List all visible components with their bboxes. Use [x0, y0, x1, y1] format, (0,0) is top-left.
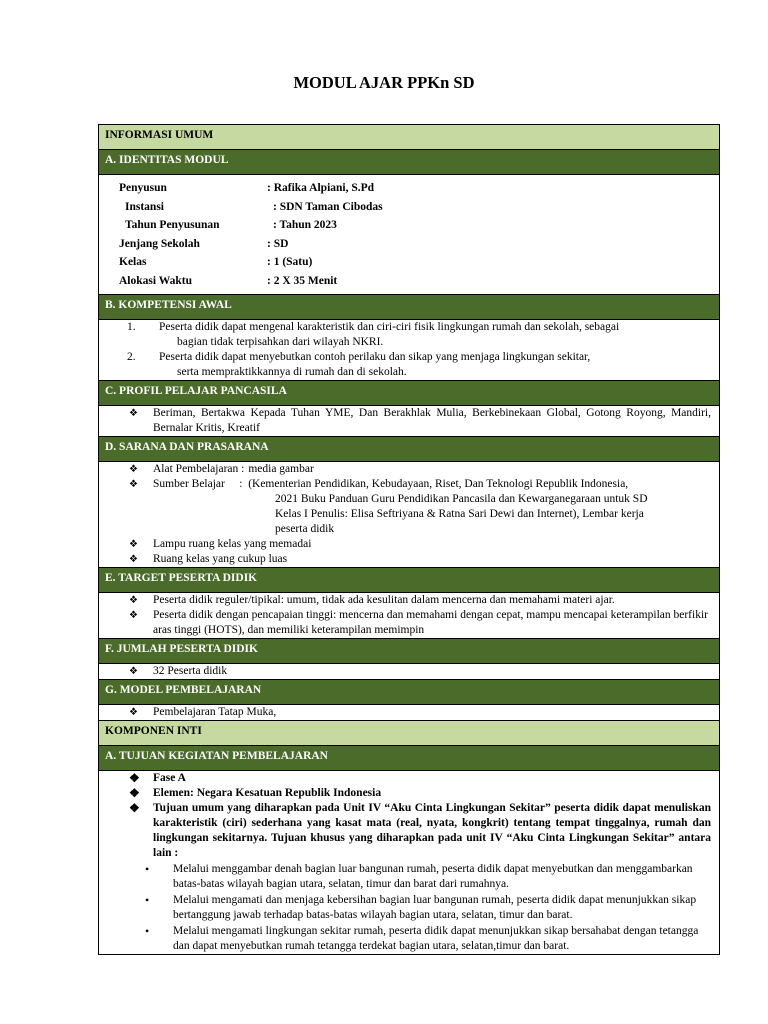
item-text: Peserta didik dengan pencapaian tinggi: mencerna dan memahami dengan cepat, mampu mencapai keterampilan berfikir aras tinggi (HOTS), dan memiliki keterampilan memimpin: [153, 609, 708, 636]
kompetensi-block: [99, 320, 720, 381]
identitas-row: [119, 272, 711, 291]
item-text: Ruang kelas yang cukup luas: [153, 553, 288, 565]
identitas-value: : Rafika Alpiani, S.Pd: [267, 182, 375, 194]
alat-value: media gambar: [248, 463, 314, 475]
section-kompetensi-heading: B. KOMPETENSI AWAL: [99, 295, 720, 320]
item-number: 1.: [127, 321, 136, 333]
identitas-value: : SDN Taman Cibodas: [273, 200, 383, 213]
list-item: [117, 462, 711, 477]
diamond-bullet-icon: ❖: [129, 610, 138, 621]
list-item: [117, 593, 711, 608]
diamond-bullet-icon: ❖: [129, 771, 140, 785]
diamond-bullet-icon: ❖: [129, 786, 140, 800]
identitas-key: Penyusun: [119, 182, 167, 194]
identitas-key: Instansi: [125, 200, 164, 213]
fase-text: Fase A: [153, 772, 186, 784]
list-item: [117, 786, 711, 801]
target-block: [99, 593, 720, 639]
item-text: Melalui mengamati dan menjaga kebersihan bagian luar bangunan rumah, peserta didik dapat menunjukkan sikap bertanggung jawab terhadap batas-batas wilayah bagian utara, selatan, timur dan barat.: [173, 894, 697, 921]
identitas-value: : 2 X 35 Menit: [267, 274, 338, 287]
bullet-dot-icon: •: [145, 924, 150, 938]
section-informasi-umum: INFORMASI UMUM: [99, 125, 720, 150]
identitas-row: [119, 179, 711, 198]
section-sarana-heading: D. SARANA DAN PRASARANA: [99, 437, 720, 462]
identitas-key: Alokasi Waktu: [119, 274, 192, 287]
sumber-line: 2021 Buku Panduan Guru Pendidikan Pancasila dan Kewarganegaraan untuk SD: [275, 493, 648, 505]
list-item: [117, 862, 711, 892]
section-target-heading: E. TARGET PESERTA DIDIK: [99, 568, 720, 593]
alat-label: Alat Pembelajaran :: [153, 463, 245, 475]
profil-block: [99, 406, 720, 437]
list-item: [117, 664, 711, 679]
tujuan-umum-text: Tujuan umum yang diharapkan pada Unit IV “Aku Cinta Lingkungan Sekitar” peserta didik dapat menuliskan karakteristik (ciri) sederhana yang kasat mata (real, nyata, kongkrit) tentang tempat tinggalnya, rumah dan lingkungan sekitarnya. Tujuan khusus yang diharapkan pada unit IV “Aku Cinta Lingkungan Sekitar” antara lain :: [153, 802, 711, 859]
section-profil-heading: C. PROFIL PELAJAR PANCASILA: [99, 381, 720, 406]
identitas-key: Jenjang Sekolah: [119, 237, 200, 250]
identitas-block: [99, 175, 720, 295]
identitas-value: : 1 (Satu): [267, 256, 313, 268]
list-item: [117, 608, 711, 638]
identitas-key: Kelas: [119, 256, 147, 268]
sumber-line: peserta didik: [275, 523, 335, 535]
item-number: 2.: [127, 351, 136, 363]
diamond-bullet-icon: ❖: [129, 666, 138, 677]
section-tujuan-heading: A. TUJUAN KEGIATAN PEMBELAJARAN: [99, 746, 720, 771]
diamond-bullet-icon: ❖: [129, 464, 138, 475]
list-item: [117, 552, 711, 567]
section-model-heading: G. MODEL PEMBELAJARAN: [99, 680, 720, 705]
item-text: Peserta didik reguler/tipikal: umum, tidak ada kesulitan dalam mencerna dan memahami materi ajar.: [153, 594, 615, 606]
diamond-bullet-icon: ❖: [129, 479, 138, 490]
diamond-bullet-icon: ❖: [129, 539, 138, 550]
list-item: [117, 893, 711, 923]
sumber-line: (Kementerian Pendidikan, Kebudayaan, Riset, Dan Teknologi Republik Indonesia,: [248, 478, 629, 490]
list-item: [117, 406, 711, 436]
item-text: Pembelajaran Tatap Muka,: [153, 706, 277, 718]
jumlah-block: [99, 664, 720, 680]
list-item: [117, 771, 711, 786]
bullet-dot-icon: •: [145, 862, 150, 876]
model-block: [99, 705, 720, 721]
module-table: [98, 124, 720, 955]
list-item: [117, 320, 711, 335]
diamond-bullet-icon: ❖: [129, 554, 138, 565]
section-identitas-heading: A. IDENTITAS MODUL: [99, 150, 720, 175]
bullet-dot-icon: •: [145, 893, 150, 907]
document-title: MODUL AJAR PPKn SD: [293, 73, 475, 92]
item-text: Peserta didik dapat menyebutkan contoh perilaku dan sikap yang menjaga lingkungan sekitar,: [159, 351, 591, 363]
identitas-row: [119, 198, 711, 217]
diamond-bullet-icon: ❖: [129, 595, 138, 606]
identitas-key: Tahun Penyusunan: [125, 219, 220, 231]
item-continuation: bagian tidak terpisahkan dari wilayah NKRI.: [177, 336, 384, 348]
item-text: Lampu ruang kelas yang memadai: [153, 538, 312, 550]
item-text: Beriman, Bertakwa Kepada Tuhan YME, Dan Berakhlak Mulia, Berkebinekaan Global, Gotong Royong, Mandiri, Bernalar Kritis, Kreatif: [153, 407, 711, 434]
diamond-bullet-icon: ❖: [129, 408, 138, 419]
item-text: Melalui mengamati lingkungan sekitar rumah, peserta didik dapat menunjukkan sikap bersahabat dengan tetangga dan dapat menyebutkan rumah tetangga terdekat bagian utara, selatan,timur dan barat.: [173, 925, 699, 952]
identitas-row: [119, 253, 711, 272]
sumber-line: Kelas I Penulis: Elisa Seftriyana & Ratna Sari Dewi dan Internet), Lembar kerja: [275, 508, 644, 520]
tujuan-block: [99, 771, 720, 955]
identitas-row: [119, 235, 711, 254]
diamond-bullet-icon: ❖: [129, 801, 140, 815]
list-item: [117, 350, 711, 365]
list-item: [117, 705, 711, 720]
identitas-value: : Tahun 2023: [273, 219, 337, 231]
identitas-row: [119, 216, 711, 235]
list-item: [117, 537, 711, 552]
diamond-bullet-icon: ❖: [129, 707, 138, 718]
section-komponen-inti: KOMPONEN INTI: [99, 721, 720, 746]
item-text: Peserta didik dapat mengenal karakteristik dan ciri-ciri fisik lingkungan rumah dan sekolah, sebagai: [159, 321, 620, 333]
identitas-value: : SD: [267, 237, 289, 250]
elemen-text: Elemen: Negara Kesatuan Republik Indonesia: [153, 787, 382, 799]
list-item: [117, 801, 711, 861]
list-item: [117, 477, 711, 492]
sumber-label: Sumber Belajar :: [153, 478, 243, 490]
item-continuation: serta mempraktikkannya di rumah dan di sekolah.: [177, 366, 407, 378]
item-text: Melalui menggambar denah bagian luar bangunan rumah, peserta didik dapat menyebutkan dan menggambarkan batas-batas wilayah bagian utara, selatan, timur dan barat dari rumahnya.: [173, 863, 693, 890]
item-text: 32 Peserta didik: [153, 665, 228, 677]
section-jumlah-heading: F. JUMLAH PESERTA DIDIK: [99, 639, 720, 664]
sarana-block: [99, 462, 720, 568]
list-item: [117, 924, 711, 954]
